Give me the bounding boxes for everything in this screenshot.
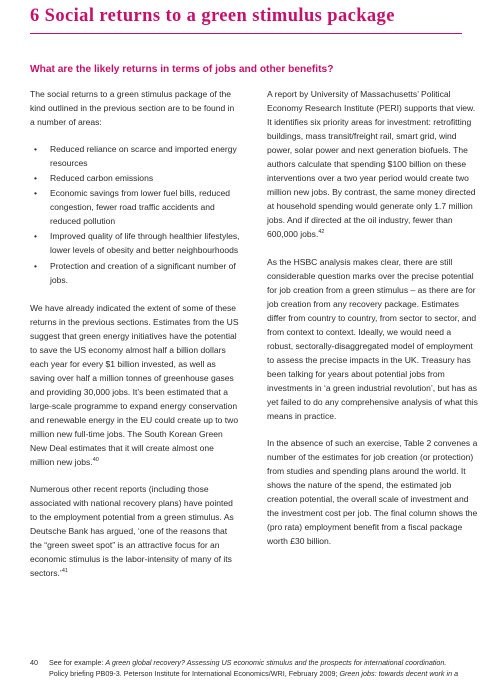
footnote-lead: See for example: — [49, 658, 106, 667]
list-item: • Reduced reliance on scarce and imported energy resources — [50, 142, 240, 170]
benefits-list — [30, 142, 240, 286]
body-paragraph: As the HSBC analysis makes clear, there are still considerable question marks over the precise potential for job creation from a green stimulus – as there are for job creation from any recovery package. Estimates differ from country to country, from sector to sector, and from context to context. Ideally, we would need a robust, sectorally-disaggregated model of employment to assess the precise impacts in the UK. Treasury has been talking for years about potential jobs from investments in ‘a green industrial revolution’, but has as yet failed to do any comprehensive analysis of what this means in practice. — [267, 256, 478, 422]
footnote-line — [30, 657, 475, 668]
list-item: • Reduced carbon emissions — [50, 171, 240, 185]
footnote-number: 40 — [30, 658, 38, 667]
section-heading: 6 Social returns to a green stimulus package — [30, 6, 395, 26]
footnote-ref[interactable]: 41 — [61, 568, 68, 575]
section-subheading: What are the likely returns in terms of jobs and other benefits? — [30, 64, 334, 75]
intro-paragraph: The social returns to a green stimulus package of the kind outlined in the previous section are to be found in a number of areas: — [30, 89, 235, 128]
paragraph-text: Numerous other recent reports (including those associated with national recovery plans) have pointed to the employment potential from a green stimulus. As Deutsche Bank has argued, ‘one of the reasons that the “green sweet spot” is an attractive focus for an economic stimulus is the labor-intensity of many of its sectors.’ — [30, 484, 234, 579]
title-divider — [30, 33, 462, 34]
list-item: • Protection and creation of a significant number of jobs. — [50, 259, 240, 287]
body-paragraph — [267, 87, 479, 242]
footnote-title: Green jobs: towards decent work in a — [339, 669, 459, 678]
body-paragraph — [30, 482, 240, 580]
body-paragraph: In the absence of such an exercise, Table 2 convenes a number of the estimates for job creation (or protection) from studies and spending plans around the world. It shows the nature of the spend, the estimated job creation potential, the overall scale of investment and the investment cost per job. The final column shows the (pro rata) employment benefit from a fiscal package worth £30 billion. — [267, 438, 478, 547]
body-paragraph — [30, 301, 240, 470]
left-column — [30, 87, 240, 594]
footnote-text: Policy briefing PB09-3. Peterson Institute for International Economics/WRI, February 2009; — [49, 669, 340, 678]
footnote-line — [30, 668, 475, 679]
right-column — [267, 87, 479, 561]
footnote-ref[interactable]: 40 — [92, 457, 99, 464]
page-title — [30, 6, 470, 27]
footnote-ref[interactable]: 42 — [318, 229, 325, 236]
paragraph-text: We have already indicated the extent of some of these returns in the previous sections. Estimates from the US suggest that green energy initiatives have the potential to save the US economy almost half a billion dollars each year for every $1 billion invested, as well as saving over half a million tonnes of greenhouse gases and providing 30,000 jobs. It’s been estimated that a large-scale programme to expand energy conservation and renewable energy in the EU could create up to two million new full-time jobs. The South Korean Green New Deal estimates that it will create almost one million new jobs. — [30, 302, 239, 468]
footnote-title: A green global recovery? Assessing US economic stimulus and the prospects for international coordination. — [105, 658, 447, 667]
footnote — [30, 657, 475, 679]
paragraph-text: A report by University of Massachusetts’ Political Economy Research Institute (PERI) supports that view. It identifies six priority areas for investment: retrofitting buildings, mass transit/freight rail, smart grid, wind power, solar power and next generation biofuels. The authors calculate that spending $100 billion on these interventions over a two year period would create two million new jobs. By contrast, the same money directed at household spending would generate only 1.7 million jobs. And if directed at the oil industry, fewer than 600,000 jobs. — [267, 89, 476, 240]
list-item: • Economic savings from lower fuel bills, reduced congestion, fewer road traffic accidents and reduced pollution — [50, 186, 240, 228]
list-item: • Improved quality of life through healthier lifestyles, lower levels of obesity and better neighbourhoods — [50, 229, 240, 257]
